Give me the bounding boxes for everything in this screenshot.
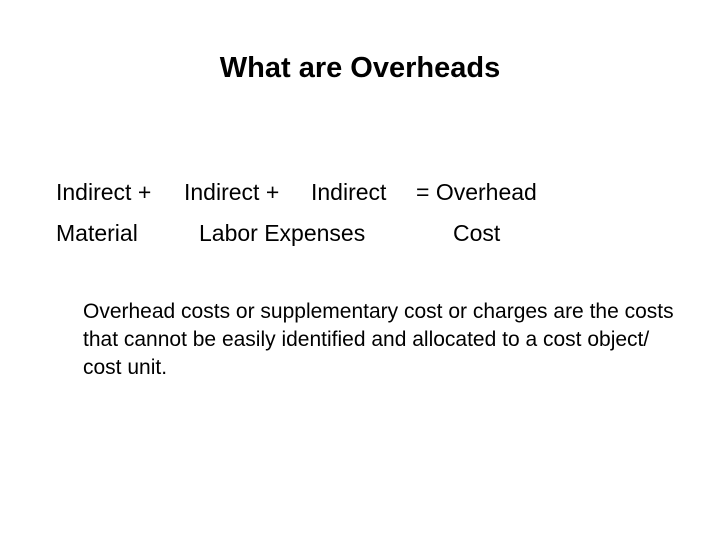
definition-paragraph: Overhead costs or supplementary cost or charges are the costs that cannot be easily identified and allocated to a cost object/ cost unit. (83, 300, 674, 379)
formula-label-material: Material (56, 220, 138, 246)
formula-label-labor-expenses: Labor Expenses (199, 220, 366, 246)
formula-label-cost: Cost (453, 220, 501, 246)
slide-title: What are Overheads (219, 52, 501, 84)
formula-term-indirect-1: Indirect + (56, 179, 152, 205)
formula-term-indirect-2: Indirect + (184, 179, 280, 205)
formula-result-overhead: = Overhead (416, 179, 537, 205)
formula-top-row (0, 177, 720, 207)
formula-term-indirect-3: Indirect (311, 179, 387, 205)
formula-bottom-row (0, 218, 720, 248)
